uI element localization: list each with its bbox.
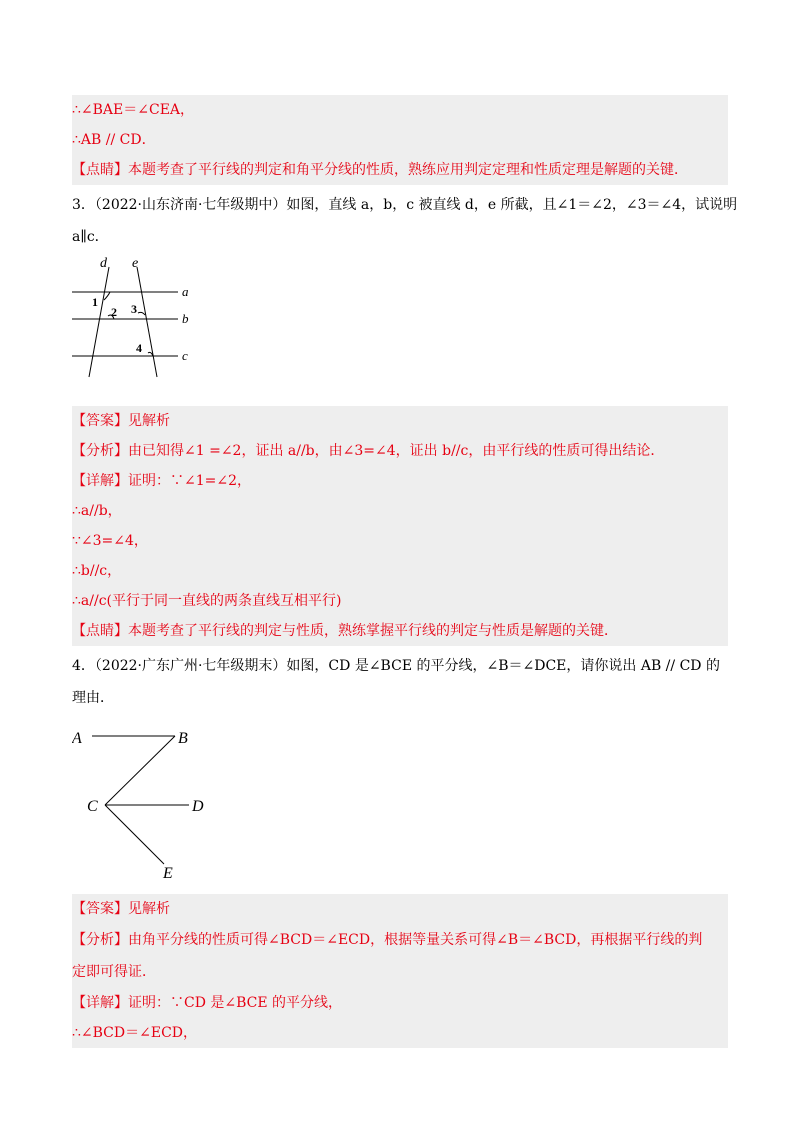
- detail-text: 证明：∵∠1=∠2，: [128, 473, 252, 489]
- answer-3-block: [72, 406, 728, 646]
- question-4-text: 4．（2022·广东广州·七年级期末）如图，CD 是∠BCE 的平分线，∠B＝∠DCE，请你说出 AB // CD 的: [72, 658, 720, 674]
- question-3: [72, 189, 738, 403]
- question-3-figure: [72, 253, 728, 403]
- parallel-lines-diagram: [72, 253, 272, 403]
- analysis-line-cont: 定即可得证．: [72, 964, 156, 980]
- comment-text: 本题考查了平行线的判定与性质，熟练掌握平行线的判定与性质是解题的关键．: [128, 623, 618, 639]
- detail-tag: 【详解】: [72, 995, 128, 1011]
- label-d: d: [100, 256, 107, 271]
- document-page: [72, 95, 738, 1048]
- detail-tag: 【详解】: [72, 473, 128, 489]
- comment-text: 本题考查了平行线的判定和角平分线的性质，熟练应用判定定理和性质定理是解题的关键．: [128, 162, 688, 178]
- answer-line: [72, 406, 728, 436]
- solution-step: ∴AB // CD．: [72, 132, 156, 148]
- solution-step: ∴a//b，: [72, 503, 122, 519]
- comment-line: [72, 616, 728, 646]
- question-4-figure: [72, 714, 728, 892]
- angle-3-arc: [138, 312, 145, 315]
- answer-text: 见解析: [128, 413, 170, 429]
- comment-line: [72, 155, 728, 185]
- comment-tag: 【点睛】: [72, 623, 128, 639]
- label-angle-4: 4: [136, 341, 142, 355]
- answer-tag: 【答案】: [72, 413, 128, 429]
- label-e: e: [132, 256, 139, 271]
- analysis-line: [72, 924, 728, 956]
- line-d: [89, 267, 109, 377]
- question-4: [72, 650, 728, 892]
- comment-tag: 【点睛】: [72, 162, 128, 178]
- answer-text: 见解析: [128, 901, 170, 917]
- label-C: C: [87, 798, 98, 815]
- analysis-text: 由角平分线的性质可得∠BCD＝∠ECD，根据等量关系可得∠B＝∠BCD，再根据平行线的判: [128, 932, 703, 948]
- label-angle-2: 2: [111, 305, 117, 319]
- solution-step: ∴b//c，: [72, 563, 122, 579]
- label-B: B: [178, 730, 188, 747]
- question-4-text-cont: 理由．: [72, 690, 114, 706]
- segment-BC: [105, 736, 175, 805]
- detail-line: [72, 466, 728, 496]
- detail-text: 证明：∵CD 是∠BCE 的平分线，: [128, 995, 343, 1011]
- solution-step: ∴∠BCD＝∠ECD，: [72, 1025, 198, 1041]
- segment-CE: [105, 805, 164, 864]
- question-3-text: 3．（2022·山东济南·七年级期中）如图，直线 a，b，c 被直线 d，e 所截，且∠1＝∠2，∠3＝∠4，试说明: [72, 197, 738, 213]
- label-A: A: [72, 730, 82, 747]
- detail-line: [72, 988, 728, 1018]
- analysis-tag: 【分析】: [72, 443, 128, 459]
- label-angle-3: 3: [131, 302, 137, 316]
- label-D: D: [192, 798, 204, 815]
- label-a: a: [182, 284, 189, 299]
- analysis-text: 由已知得∠1 =∠2，证出 a//b，由∠3=∠4，证出 b//c，由平行线的性质可得出结论．: [128, 443, 665, 459]
- answer-4-block: [72, 894, 728, 1048]
- analysis-line: [72, 436, 728, 466]
- analysis-tag: 【分析】: [72, 932, 128, 948]
- solution-step: ∴a//c(平行于同一直线的两条直线互相平行): [72, 593, 342, 609]
- question-3-text-cont: a∥c．: [72, 229, 109, 245]
- angle-bisector-diagram: [72, 714, 272, 892]
- answer-line: [72, 894, 728, 924]
- solution-step: ∴∠BAE＝∠CEA，: [72, 102, 195, 118]
- solution-step: ∵∠3=∠4，: [72, 533, 148, 549]
- label-E: E: [163, 865, 173, 882]
- label-angle-1: 1: [92, 295, 98, 309]
- label-c: c: [182, 348, 188, 363]
- label-b: b: [182, 311, 189, 326]
- angle-1-arc: [104, 292, 110, 300]
- line-e: [137, 267, 157, 377]
- answer-tag: 【答案】: [72, 901, 128, 917]
- previous-solution-block: [72, 95, 728, 185]
